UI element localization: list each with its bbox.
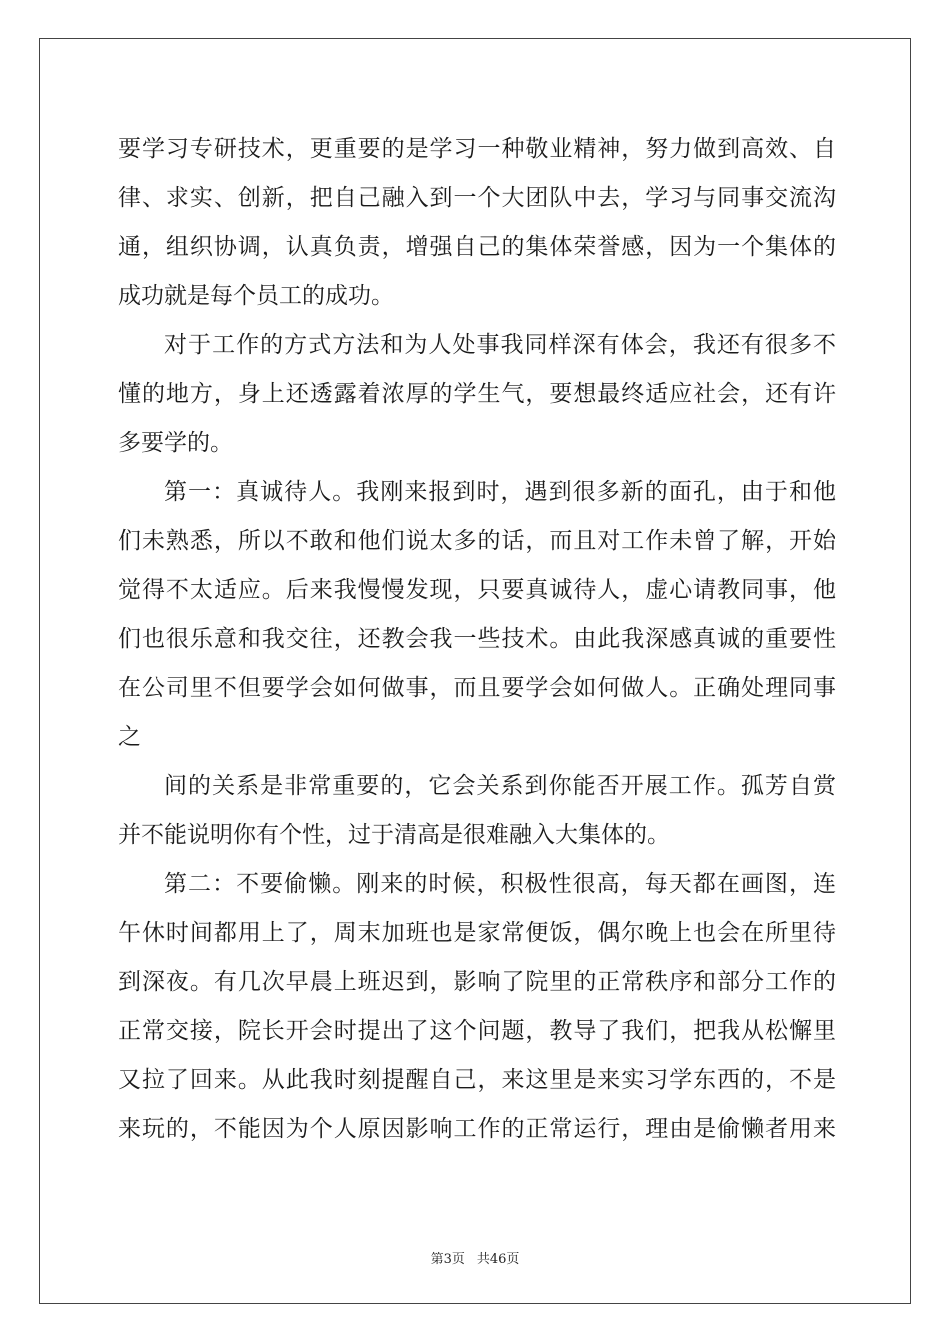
- text-line: 正常交接，院长开会时提出了这个问题，教导了我们，把我从松懈里: [118, 1018, 836, 1044]
- text-line: 在公司里不但要学会如何做事，而且要学会如何做人。正确处理同事: [118, 675, 836, 701]
- text-line: 到深夜。有几次早晨上班迟到，影响了院里的正常秩序和部分工作的: [118, 969, 836, 995]
- text-line: 来玩的，不能因为个人原因影响工作的正常运行，理由是偷懒者用来: [118, 1116, 836, 1142]
- text-line: 要学习专研技术，更重要的是学习一种敬业精神，努力做到高效、自: [118, 136, 836, 162]
- text-line: 对于工作的方式方法和为人处事我同样深有体会，我还有很多不: [164, 332, 836, 358]
- document-body: [118, 125, 836, 1154]
- text-line: 成功就是每个员工的成功。: [118, 283, 394, 309]
- text-line: 觉得不太适应。后来我慢慢发现，只要真诚待人，虚心请教同事，他: [118, 577, 836, 603]
- text-line: 之: [118, 724, 141, 750]
- text-line: 又拉了回来。从此我时刻提醒自己，来这里是来实习学东西的，不是: [118, 1067, 836, 1093]
- text-line: 多要学的。: [118, 430, 233, 456]
- text-line: 并不能说明你有个性，过于清高是很难融入大集体的。: [118, 822, 670, 848]
- text-line: 第二：不要偷懒。刚来的时候，积极性很高，每天都在画图，连: [164, 871, 836, 897]
- total-pages: 共46页: [476, 1252, 520, 1267]
- text-line: 们也很乐意和我交往，还教会我一些技术。由此我深感真诚的重要性: [118, 626, 836, 652]
- text-line: 们未熟悉，所以不敢和他们说太多的话，而且对工作未曾了解，开始: [118, 528, 836, 554]
- text-line: 律、求实、创新，把自己融入到一个大团队中去，学习与同事交流沟: [118, 185, 836, 211]
- text-line: 第一：真诚待人。我刚来报到时，遇到很多新的面孔，由于和他: [164, 479, 836, 505]
- text-line: 懂的地方，身上还透露着浓厚的学生气，要想最终适应社会，还有许: [118, 381, 836, 407]
- page-number: 第3页: [430, 1252, 465, 1267]
- page-footer: [0, 1248, 950, 1267]
- text-line: 间的关系是非常重要的，它会关系到你能否开展工作。孤芳自赏: [164, 773, 836, 799]
- text-line: 通，组织协调，认真负责，增强自己的集体荣誉感，因为一个集体的: [118, 234, 836, 260]
- text-line: 午休时间都用上了，周末加班也是家常便饭，偶尔晚上也会在所里待: [118, 920, 836, 946]
